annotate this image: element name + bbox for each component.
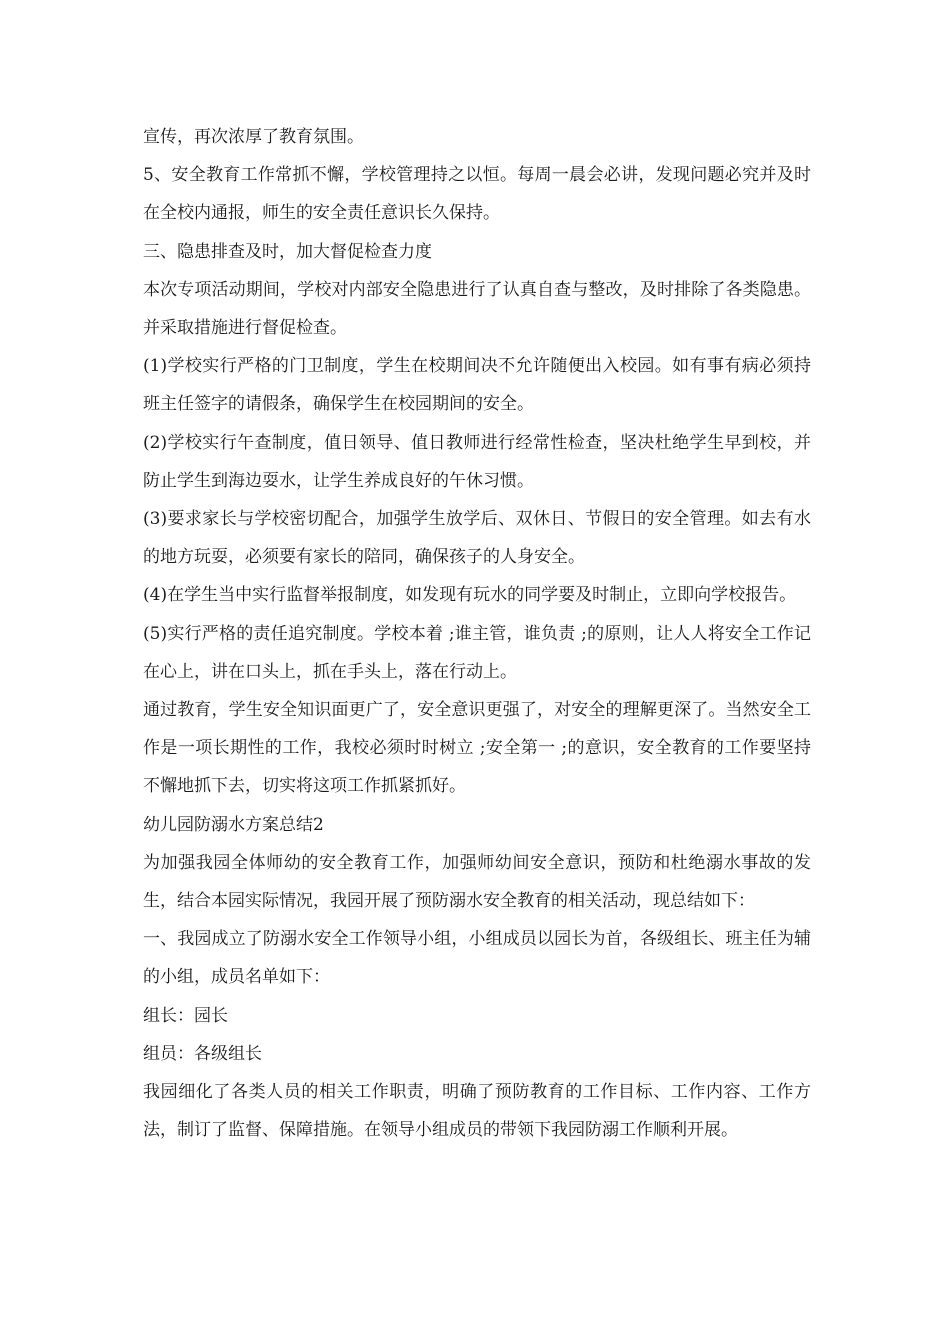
document-page [143, 118, 811, 1149]
paragraph-measure-2: (2)学校实行午查制度，值日领导、值日教师进行经常性检查，坚决杜绝学生早到校，并防止学生到海边耍水，让学生养成良好的午休习惯。 [143, 432, 811, 491]
document-subtitle: 幼儿园防溺水方案总结2 [143, 814, 324, 835]
paragraph-intro: 本次专项活动期间，学校对内部安全隐患进行了认真自查与整改，及时排除了各类隐患。并采取措施进行督促检查。 [143, 279, 811, 339]
paragraph-summary-intro: 为加强我园全体师幼的安全教育工作，加强师幼间安全意识，预防和杜绝溺水事故的发生，结合本园实际情况，我园开展了预防溺水安全教育的相关活动，现总结如下： [143, 852, 811, 912]
paragraph-item-5: 5、安全教育工作常抓不懈，学校管理持之以恒。每周一晨会必讲，发现问题必究并及时在全校内通报，师生的安全责任意识长久保持。 [143, 165, 811, 224]
paragraph-section-1: 一、我园成立了防溺水安全工作领导小组，小组成员以园长为首，各级组长、班主任为辅的小组，成员名单如下： [143, 929, 811, 988]
paragraph-members: 组员：各级组长 [143, 1043, 262, 1064]
paragraph-measure-5: (5)实行严格的责任追究制度。学校本着 ;谁主管，谁负责 ;的原则，让人人将安全工作记在心上，讲在口头上，抓在手头上，落在行动上。 [143, 623, 811, 682]
paragraph-continuation: 宣传，再次浓厚了教育氛围。 [143, 127, 364, 147]
paragraph-measure-3: (3)要求家长与学校密切配合，加强学生放学后、双休日、节假日的安全管理。如去有水的地方玩耍，必须要有家长的陪同，确保孩子的人身安全。 [143, 509, 811, 568]
paragraph-responsibilities: 我园细化了各类人员的相关工作职责，明确了预防教育的工作目标、工作内容、工作方法，制订了监督、保障措施。在领导小组成员的带领下我园防溺工作顺利开展。 [143, 1082, 811, 1141]
paragraph-measure-1: (1)学校实行严格的门卫制度，学生在校期间决不允许随便出入校园。如有事有病必须持班主任签字的请假条，确保学生在校园期间的安全。 [143, 356, 811, 415]
paragraph-conclusion: 通过教育，学生安全知识面更广了，安全意识更强了，对安全的理解更深了。当然安全工作是一项长期性的工作，我校必须时时树立 ;安全第一 ;的意识，安全教育的工作要坚持不懈地抓下去，切实将这项工作抓紧抓好。 [143, 700, 811, 797]
paragraph-leader: 组长：园长 [143, 1005, 228, 1026]
section-heading-3: 三、隐患排查及时，加大督促检查力度 [143, 241, 432, 262]
paragraph-measure-4: (4)在学生当中实行监督举报制度，如发现有玩水的同学要及时制止，立即向学校报告。 [143, 585, 797, 606]
